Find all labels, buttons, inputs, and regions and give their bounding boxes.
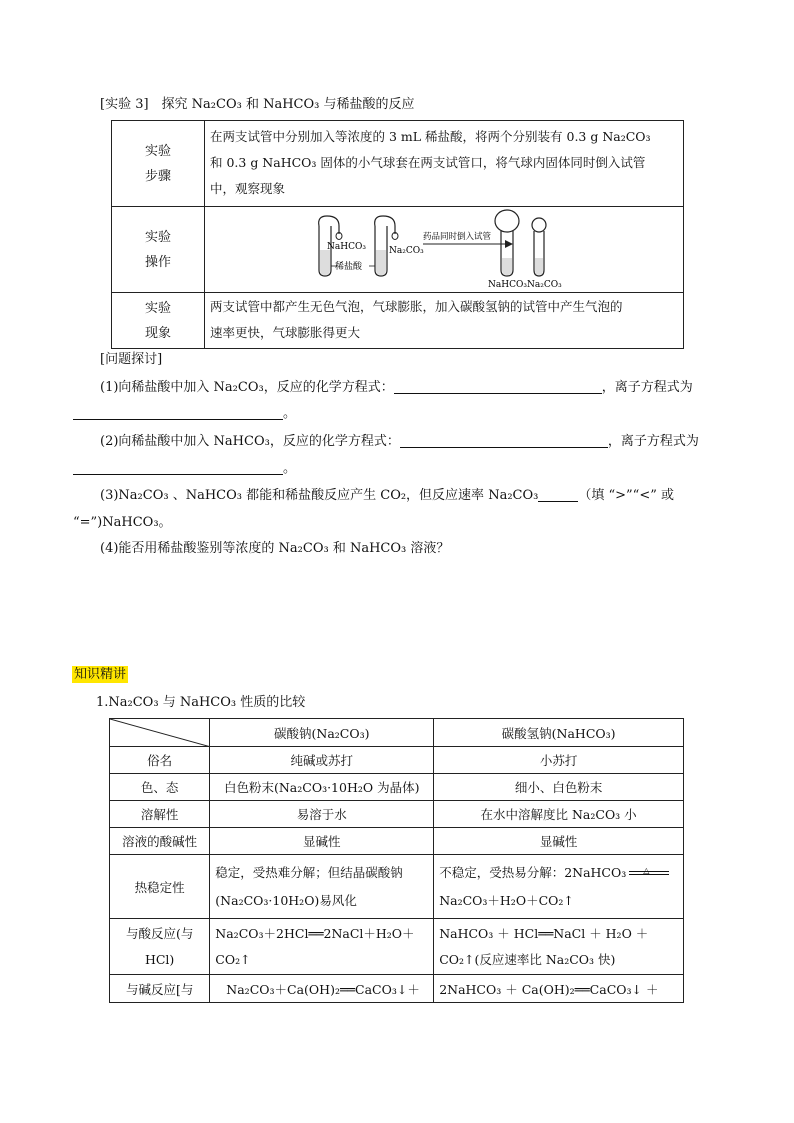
- experiment-table: [111, 120, 684, 349]
- tube1-label: NaHCO₃: [327, 241, 366, 252]
- discussion-heading: [问题探讨]: [100, 352, 163, 367]
- exp-row-operation-label: 实验 操作: [112, 207, 205, 293]
- question-1: (1)向稀盐酸中加入 Na₂CO₃，反应的化学方程式： ，离子方程式为: [100, 380, 693, 395]
- header-nahco3: 碳酸氢钠(NaHCO₃): [434, 719, 684, 747]
- knowledge-subtitle: 1.Na₂CO₃ 与 NaHCO₃ 性质的比较: [96, 695, 306, 710]
- knowledge-badge: 知识精讲: [74, 667, 127, 682]
- exp-row-result-label: 实验 现象: [112, 293, 205, 349]
- table-row-base: 与碱反应[与 Na₂CO₃＋Ca(OH)₂══CaCO₃↓＋ 2NaHCO₃ ＋ Ca(OH)₂══CaCO₃↓ ＋: [110, 975, 684, 1003]
- acid-label: 稀盐酸: [335, 261, 363, 272]
- exp-row-steps-label: 实验 步骤: [112, 121, 205, 207]
- question-4: (4)能否用稀盐酸鉴别等浓度的 Na₂CO₃ 和 NaHCO₃ 溶液？: [100, 541, 450, 556]
- question-3-line2: “=”)NaHCO₃。: [73, 515, 172, 530]
- result-tube-2: [532, 218, 546, 276]
- q3-compare-blank[interactable]: [538, 488, 578, 502]
- heat-condition-arrow: △: [629, 866, 669, 880]
- exp-row-steps-content: 在两支试管中分别加入等浓度的 3 mL 稀盐酸，将两个分别装有 0.3 g Na₂CO₃ 和 0.3 g NaHCO₃ 固体的小气球套在两支试管口，将气球内固体同时倒入试管 中，观察现象: [205, 121, 684, 207]
- table-row-acid: 与酸反应(与 HCl) Na₂CO₃＋2HCl══2NaCl＋H₂O＋ CO₂↑ NaHCO₃ ＋ HCl══NaCl ＋ H₂O ＋ CO₂↑(反应速率比 Na₂CO₃ 快): [110, 919, 684, 975]
- table-row: 溶液的酸碱性 显碱性 显碱性: [110, 828, 684, 855]
- exp-row-operation-content: [205, 207, 684, 293]
- experiment-title: [实验 3] 探究 Na₂CO₃ 和 NaHCO₃ 与稀盐酸的反应: [100, 97, 415, 112]
- question-3: (3)Na₂CO₃ 、NaHCO₃ 都能和稀盐酸反应产生 CO₂，但反应速率 Na₂CO₃ （填 “>”“<” 或: [100, 488, 674, 503]
- q1-ionic-blank[interactable]: [73, 406, 283, 420]
- question-2-line2: 。: [73, 461, 296, 475]
- header-na2co3: 碳酸钠(Na₂CO₃): [210, 719, 434, 747]
- table-row: 溶解性 易溶于水 在水中溶解度比 Na₂CO₃ 小: [110, 801, 684, 828]
- question-2: (2)向稀盐酸中加入 NaHCO₃，反应的化学方程式： ，离子方程式为: [100, 434, 699, 449]
- comparison-table: [109, 718, 684, 1003]
- result1-label: NaHCO₃: [488, 279, 527, 290]
- table-row: 色、态 白色粉末(Na₂CO₃·10H₂O 为晶体) 细小、白色粉末: [110, 774, 684, 801]
- table-row: 俗名 纯碱或苏打 小苏打: [110, 747, 684, 774]
- tube2-label: Na₂CO₃: [389, 245, 424, 256]
- q2-equation-blank[interactable]: [400, 434, 608, 448]
- arrow-label: 药品同时倒入试管: [423, 231, 492, 242]
- table-corner: [110, 719, 210, 747]
- table-row-thermal: 热稳定性 稳定，受热难分解；但结晶碳酸钠 (Na₂CO₃·10H₂O)易风化 不稳定，受热易分解：2NaHCO₃ △ Na₂CO₃＋H₂O＋CO₂↑: [110, 855, 684, 919]
- q1-equation-blank[interactable]: [394, 380, 602, 394]
- exp-row-result-content: 两支试管中都产生无色气泡，气球膨胀，加入碳酸氢钠的试管中产生气泡的 速率更快，气球膨胀得更大: [205, 293, 684, 349]
- question-1-line2: 。: [73, 406, 296, 420]
- apparatus-diagram: [205, 208, 683, 292]
- q2-ionic-blank[interactable]: [73, 461, 283, 475]
- result2-label: Na₂CO₃: [527, 279, 562, 290]
